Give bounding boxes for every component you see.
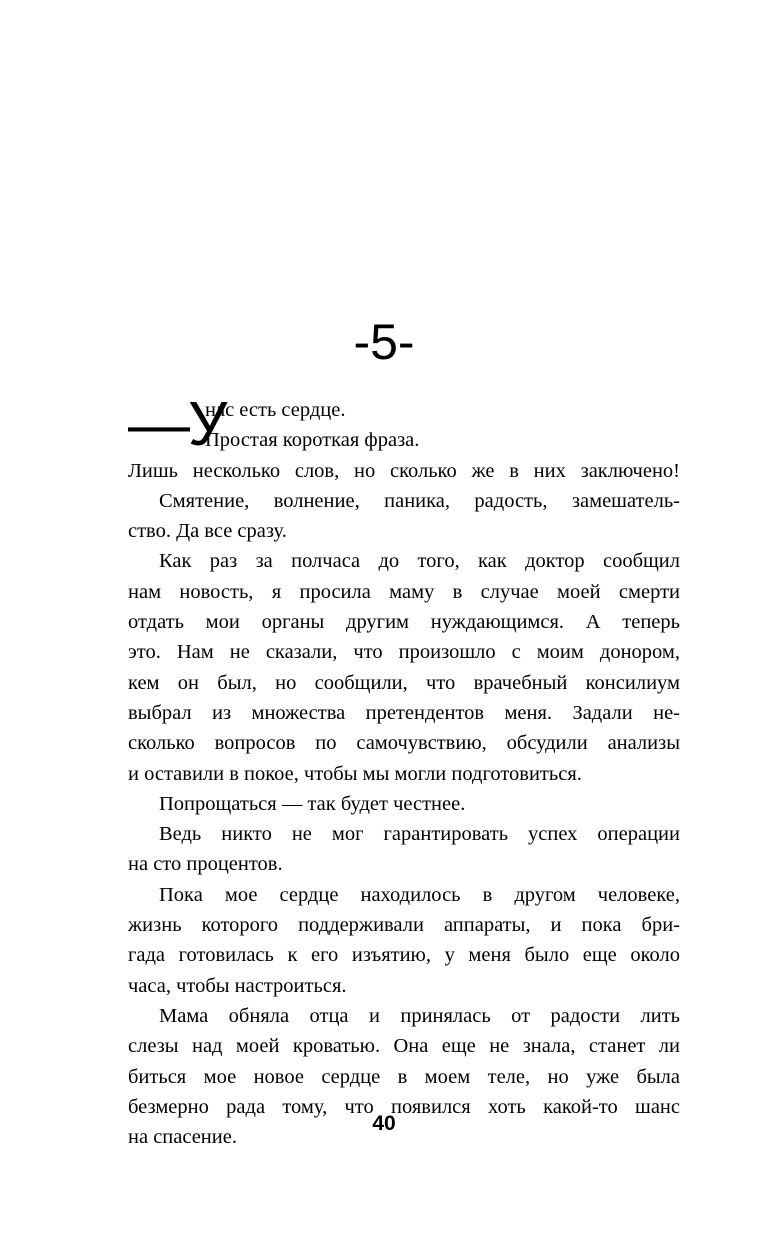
text-line: отдать мои органы другим нуждающимся. А теперь xyxy=(128,611,680,634)
text-line: биться мое новое сердце в моем теле, но уже была xyxy=(128,1065,680,1088)
text-line: слезы над моей кроватью. Она еще не знала, станет ли xyxy=(128,1035,680,1058)
text-line: ство. Да все сразу. xyxy=(128,520,287,543)
text-line: Простая короткая фраза. xyxy=(205,429,420,452)
text-line: часа, чтобы настроиться. xyxy=(128,974,347,997)
paragraph-start: Как раз за полчаса до того, как доктор сообщил xyxy=(159,550,680,573)
text-line: это. Нам не сказали, что произошло с моим донором, xyxy=(128,641,680,664)
paragraph-start: Смятение, волнение, паника, радость, замешатель- xyxy=(159,489,680,512)
paragraph-start: Пока мое сердце находилось в другом человеке, xyxy=(159,883,680,906)
text-line: выбрал из множества претендентов меня. Задали не- xyxy=(128,701,680,724)
text-line: жизнь которого поддерживали аппараты, и пока бри- xyxy=(128,914,680,937)
chapter-number: -5- xyxy=(353,314,415,370)
text-line: нам новость, я просила маму в случае моей смерти xyxy=(128,580,680,603)
chapter-text xyxy=(128,390,680,1152)
paragraph-start: Мама обняла отца и принялась от радости лить xyxy=(159,1004,680,1027)
text-line: безмерно рада тому, что появился хоть какой-то шанс xyxy=(128,1095,680,1118)
text-line: на сто процентов. xyxy=(128,853,283,876)
paragraph-start: Попрощаться — так будет честнее. xyxy=(159,792,466,815)
text-line: кем он был, но сообщили, что врачебный консилиум xyxy=(128,671,680,694)
drop-cap-lines xyxy=(205,395,680,456)
text-line: Лишь несколько слов, но сколько же в них заключено! xyxy=(128,459,680,482)
paragraph-start: Ведь никто не мог гарантировать успех операции xyxy=(159,823,680,846)
text-line: нас есть сердце. xyxy=(205,399,346,421)
text-line: и оставили в покое, чтобы мы могли подготовиться. xyxy=(128,762,582,785)
text-line: гада готовилась к его изъятию, у меня было еще около xyxy=(128,944,680,967)
opening-paragraph xyxy=(128,390,680,459)
drop-cap: —У xyxy=(128,390,226,459)
text-line: на спасение. xyxy=(128,1126,237,1149)
page-number: 40 xyxy=(372,1112,396,1135)
text-line: сколько вопросов по самочувствию, обсудили анализы xyxy=(128,732,680,755)
